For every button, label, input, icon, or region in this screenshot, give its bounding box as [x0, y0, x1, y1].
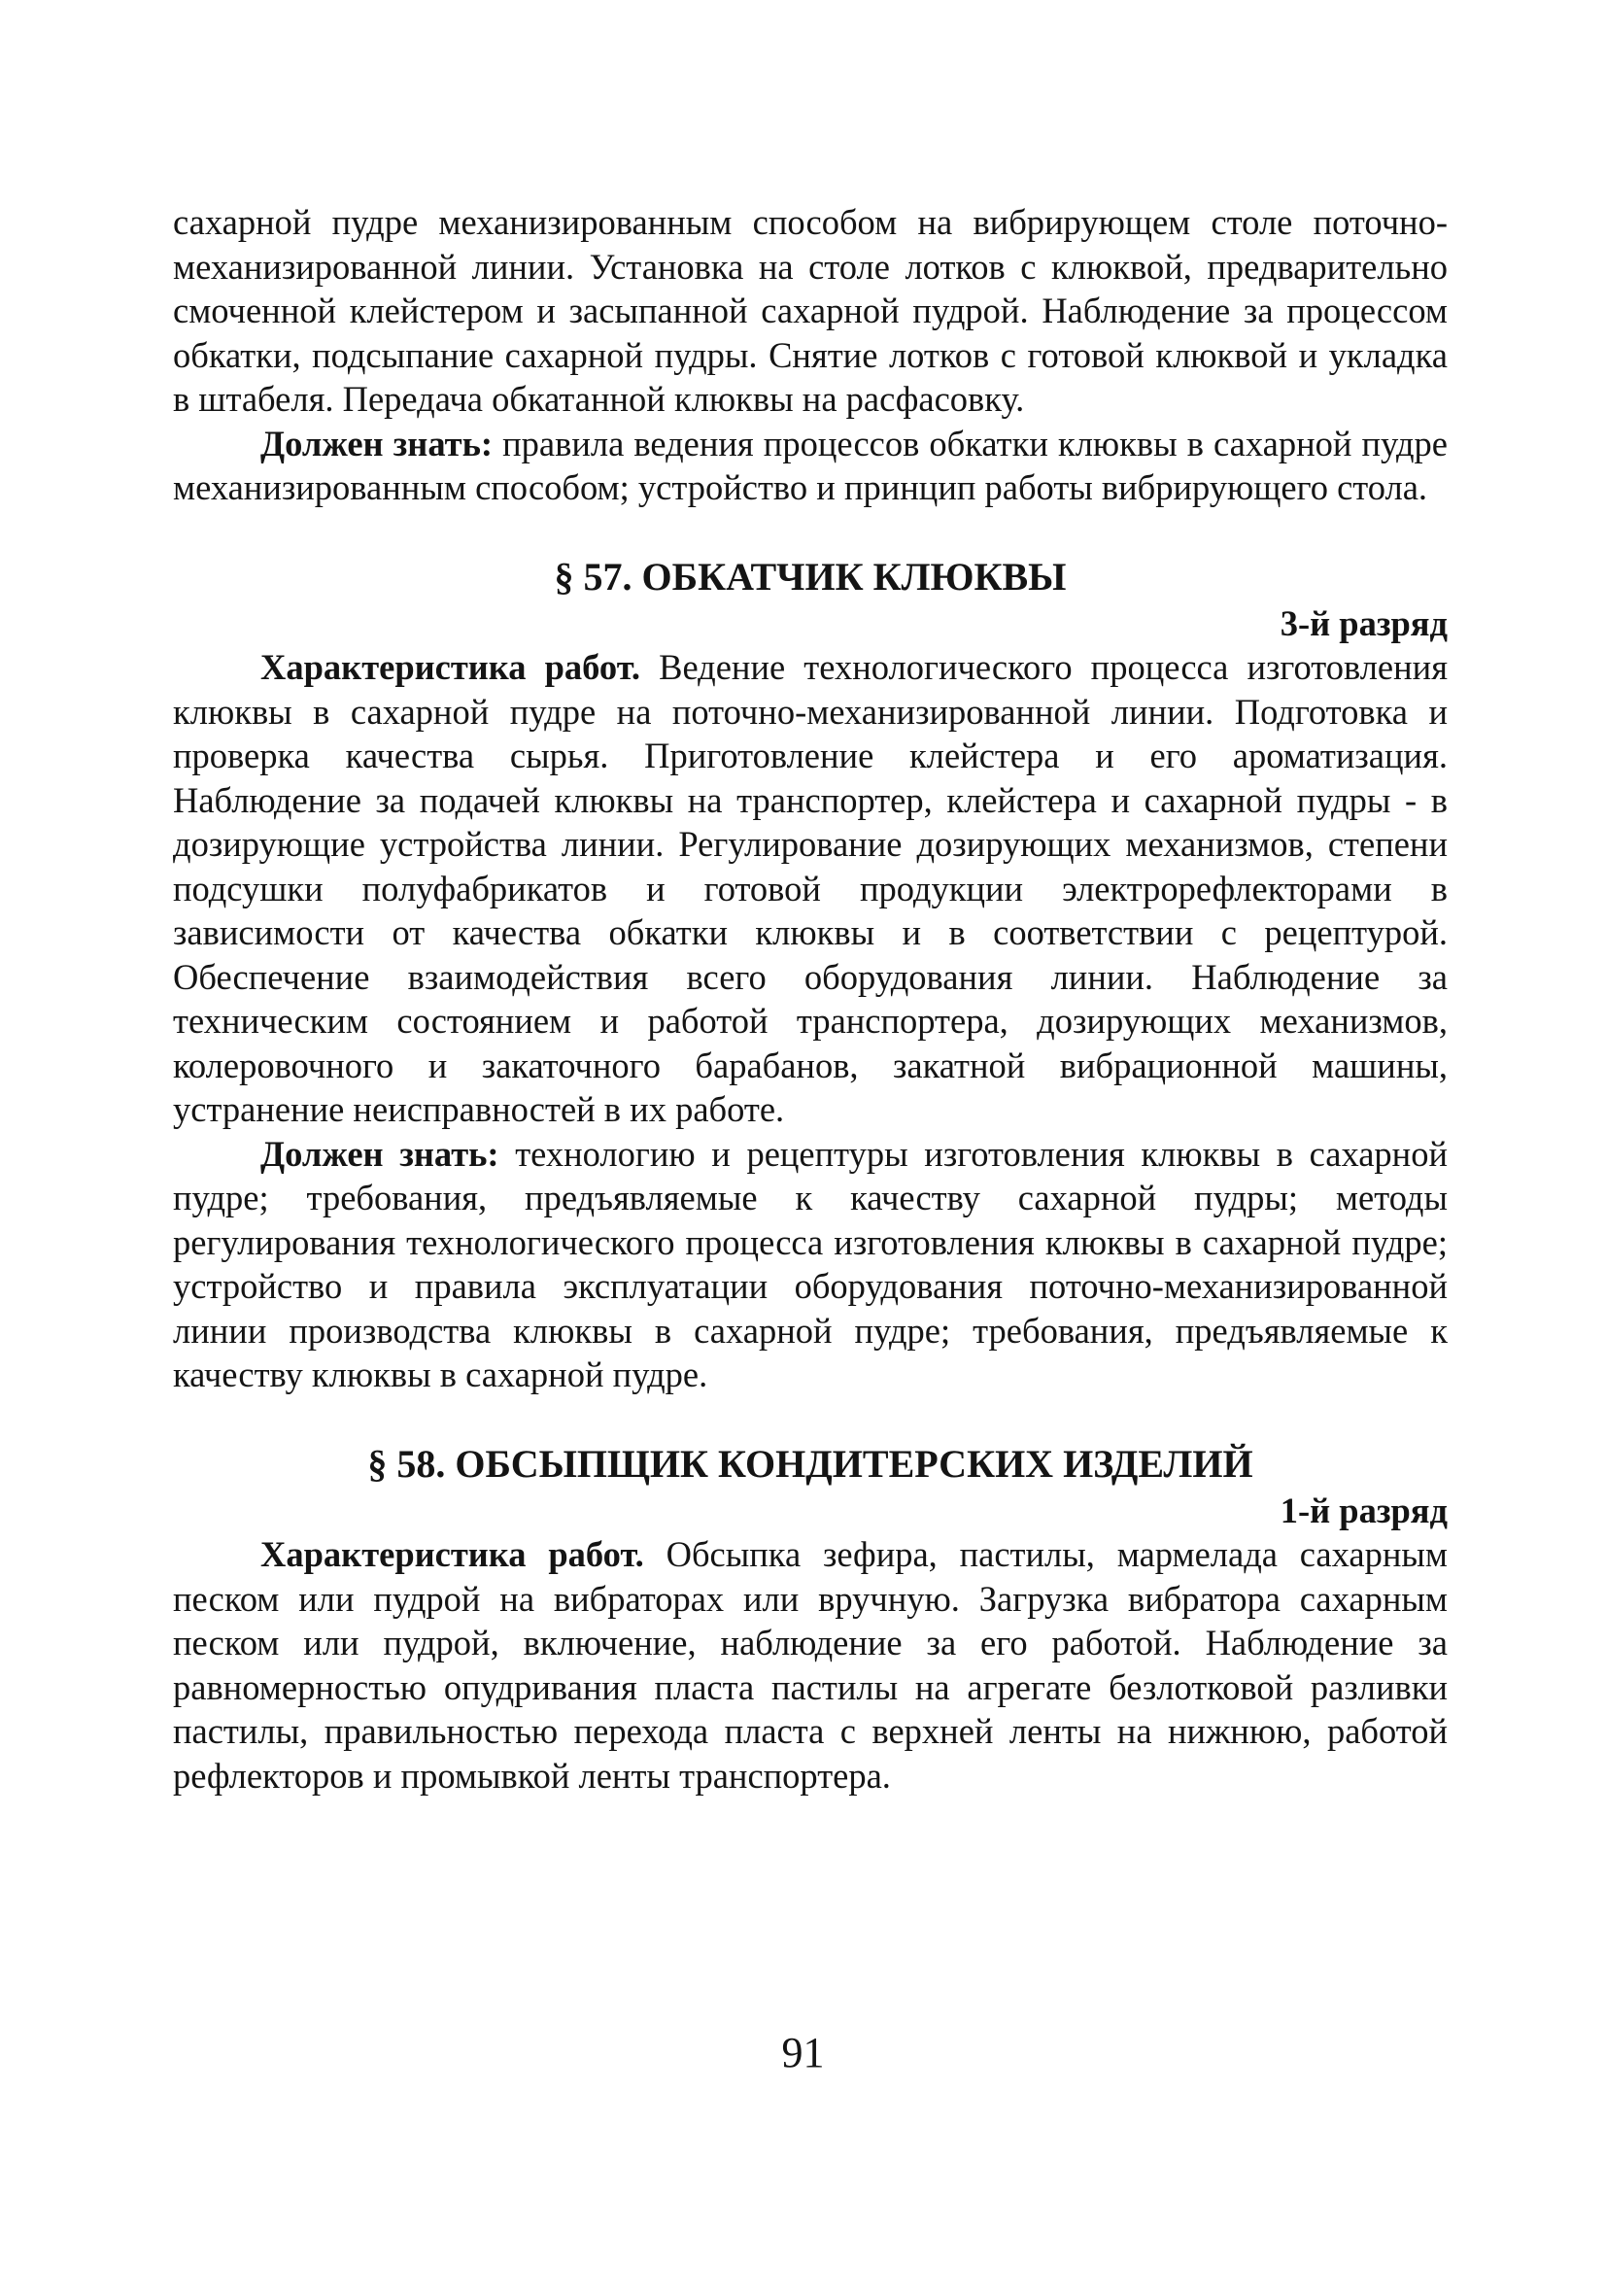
page-body	[173, 200, 1448, 1798]
must-know-text: правила ведения процессов обкатки клюквы в сахарной пудре механизированным способом; устройство и принцип работы вибрирующего стола.	[173, 423, 1448, 507]
characteristics-text: Ведение технологического процесса изготовления клюквы в сахарной пудре на поточно-механизированной линии. Подготовка и проверка качества сырья. Приготовление клейстера и его ароматизация. Наблюдение за подачей клюквы на транспортер, клейстера и сахарной пудры - в дозирующие устройства линии. Регулирование дозирующих механизмов, степени подсушки полуфабрикатов и готовой продукции электрорефлекторами в зависимости от качества обкатки клюквы и в соответствии с рецептурой. Обеспечение взаимодействия всего оборудования линии. Наблюдение за техническим состоянием и работой транспортера, дозирующих механизмов, колеровочного и закаточного барабанов, закатной вибрационной машины, устранение неисправностей в их работе.	[173, 647, 1448, 1129]
characteristics-label: Характеристика работ.	[260, 647, 641, 687]
section-58-heading: § 58. ОБСЫПЩИК КОНДИТЕРСКИХ ИЗДЕЛИЙ	[367, 1441, 1253, 1486]
must-know-label: Должен знать:	[260, 423, 494, 463]
intro-must-know-paragraph	[173, 422, 1448, 510]
must-know-text: технологию и рецептуры изготовления клюквы в сахарной пудре; требования, предъявляемые к качеству сахарной пудры; методы регулирования технологического процесса изготовления клюквы в сахарной пудре; устройство и правила эксплуатации оборудования поточно-механизированной линии производства клюквы в сахарной пудре; требования, предъявляемые к качеству клюквы в сахарной пудре.	[173, 1133, 1448, 1394]
page-number: 91	[781, 2029, 825, 2076]
must-know-label: Должен знать:	[260, 1133, 499, 1174]
section-57-grade: 3-й разряд	[1280, 602, 1448, 643]
section-58-grade: 1-й разряд	[1280, 1490, 1448, 1530]
section-57-characteristics-paragraph	[173, 645, 1448, 1132]
intro-paragraph: сахарной пудре механизированным способом на вибрирующем столе поточно-механизированной линии. Установка на столе лотков с клюквой, предварительно смоченной клейстером и засыпанной сахарной пудрой. Наблюдение за процессом обкатки, подсыпание сахарной пудры. Снятие лотков с готовой клюквой и укладка в штабеля. Передача обкатанной клюквы на расфасовку.	[173, 202, 1448, 419]
characteristics-text: Обсыпка зефира, пастилы, мармелада сахарным песком или пудрой на вибраторах или вручную. Загрузка вибратора сахарным песком или пудрой, включение, наблюдение за его работой. Наблюдение за равномерностью опудривания пласта пастилы на агрегате безлотковой разливки пастилы, правильностью перехода пласта с верхней ленты на нижнюю, работой рефлекторов и промывкой ленты транспортера.	[173, 1534, 1449, 1796]
section-58-characteristics-paragraph	[173, 1532, 1448, 1798]
section-57-heading: § 57. ОБКАТЧИК КЛЮКВЫ	[554, 554, 1067, 599]
section-57-must-know-paragraph	[173, 1132, 1448, 1397]
characteristics-label: Характеристика работ.	[260, 1534, 644, 1574]
